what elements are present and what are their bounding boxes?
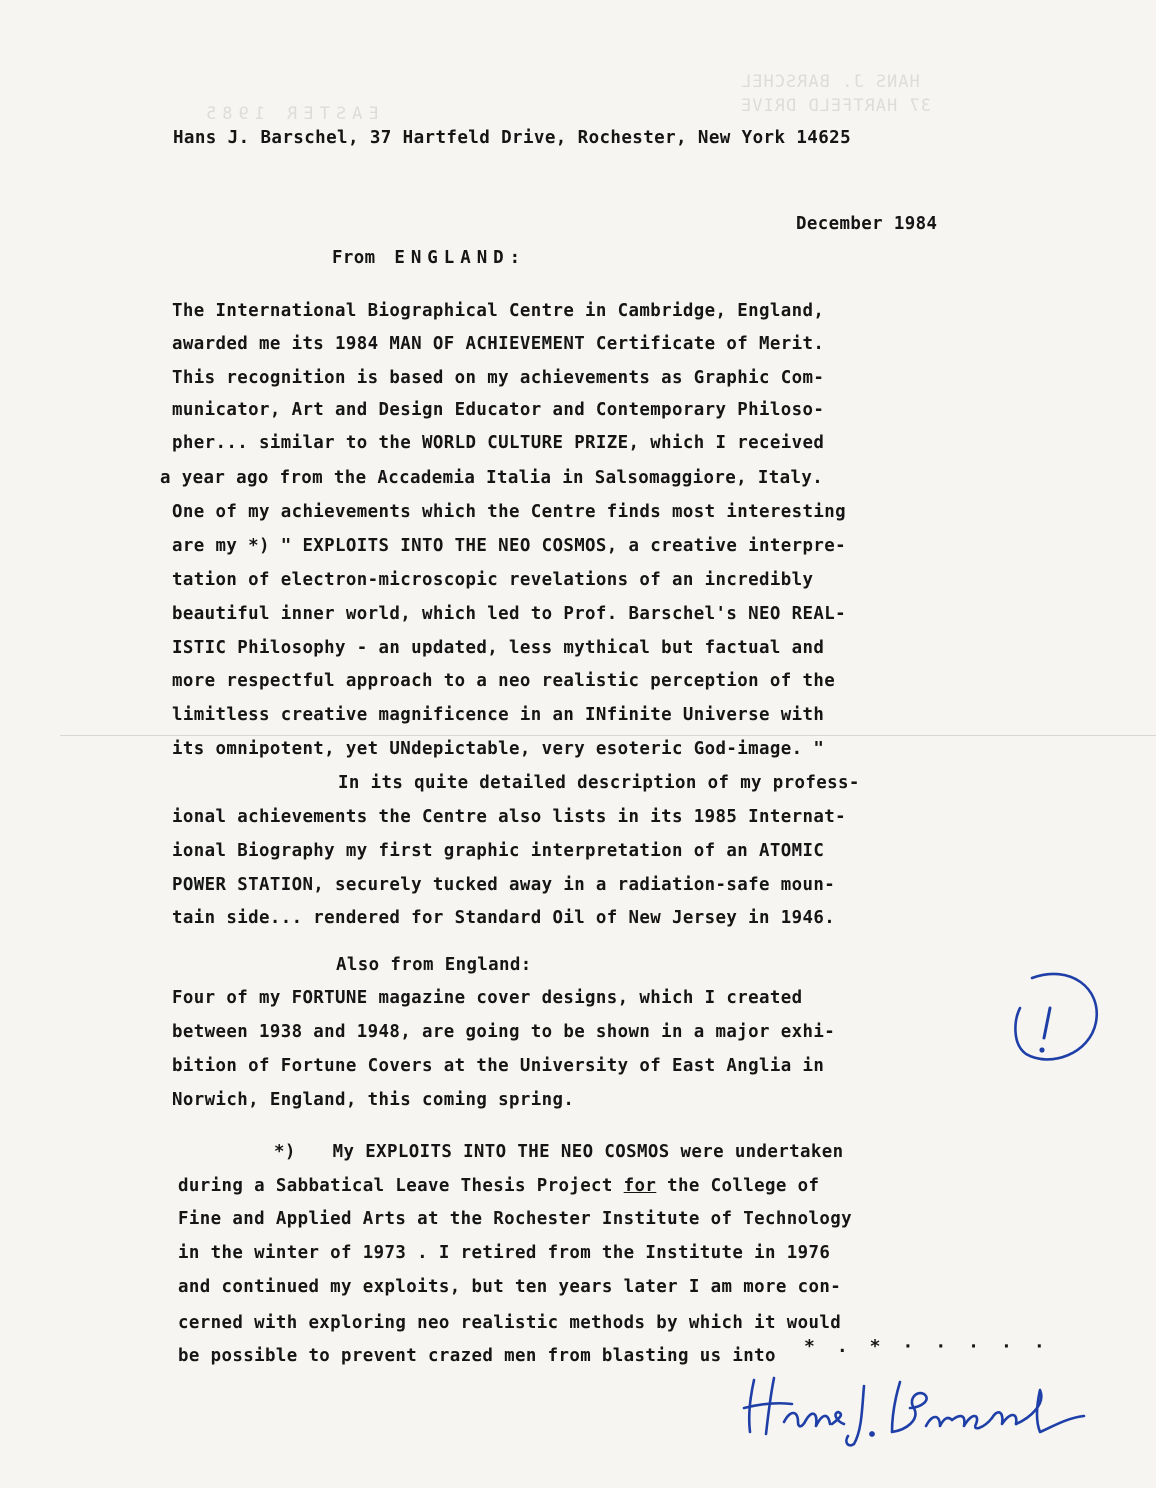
letter-date: December 1984 [796, 214, 938, 234]
underlined-word: for [623, 1176, 657, 1196]
paragraph-line: between 1938 and 1948, are going to be shown in a major exhi- [172, 1022, 836, 1042]
paragraph-line: This recognition is based on my achievements as Graphic Com- [172, 368, 825, 388]
footnote-text: the College of [656, 1176, 820, 1196]
paragraph-line: ional achievements the Centre also lists in its 1985 Internat- [172, 807, 846, 827]
footnote-marker: *) [274, 1142, 296, 1162]
paragraph-line: municator, Art and Design Educator and Contemporary Philoso- [172, 400, 825, 420]
margin-exclamation-mark [1010, 968, 1106, 1072]
paragraph-line: limitless creative magnificence in an INfinite Universe with [172, 705, 825, 725]
fold-line [60, 735, 1156, 736]
letterhead: Hans J. Barschel, 37 Hartfeld Drive, Rochester, New York 14625 [173, 128, 852, 148]
show-through: HANS J. BARSCHEL [740, 72, 920, 92]
paragraph-line: a year ago from the Accademia Italia in Salsomaggiore, Italy. [160, 468, 824, 488]
paragraph-line: tain side... rendered for Standard Oil of New Jersey in 1946. [172, 908, 836, 928]
paragraph-line: POWER STATION, securely tucked away in a radiation-safe moun- [172, 875, 836, 895]
paragraph-line: beautiful inner world, which led to Prof. Barschel's NEO REAL- [172, 604, 846, 624]
paragraph-line: In its quite detailed description of my profess- [338, 773, 860, 793]
paragraph-line: Norwich, England, this coming spring. [172, 1090, 575, 1110]
paragraph-line: ional Biography my first graphic interpretation of an ATOMIC [172, 841, 825, 861]
footnote-line: Fine and Applied Arts at the Rochester Institute of Technology [178, 1209, 852, 1229]
paragraph-line: One of my achievements which the Centre finds most interesting [172, 502, 846, 522]
footnote-text: during a Sabbatical Leave Thesis Project [178, 1176, 624, 1196]
paragraph-line: bition of Fortune Covers at the University of East Anglia in [172, 1056, 825, 1076]
show-through: 37 HARTFELD DRIVE [740, 96, 931, 116]
ellipsis-dots: *.*····· [804, 1336, 1067, 1357]
paragraph-line: ISTIC Philosophy - an updated, less mythical but factual and [172, 638, 825, 658]
show-through: EASTER 1985 [200, 104, 379, 124]
footnote-first-text: My EXPLOITS INTO THE NEO COSMOS were undertaken [332, 1142, 844, 1162]
from-heading [332, 248, 526, 268]
paragraph-line: pher... similar to the WORLD CULTURE PRIZE, which I received [172, 433, 825, 453]
paragraph-line: its omnipotent, yet UNdepictable, very esoteric God-image. " [172, 739, 825, 759]
paragraph-line: Four of my FORTUNE magazine cover designs, which I created [172, 988, 803, 1008]
footnote-line: cerned with exploring neo realistic methods by which it would [178, 1313, 842, 1333]
footnote-line [178, 1176, 819, 1196]
footnote-line: and continued my exploits, but ten years later I am more con- [178, 1277, 842, 1297]
footnote-line [274, 1142, 844, 1162]
paragraph-line: tation of electron-microscopic revelations of an incredibly [172, 570, 814, 590]
also-heading: Also from England: [336, 955, 532, 975]
footnote-line: be possible to prevent crazed men from blasting us into [178, 1346, 776, 1366]
from-label: From [332, 248, 376, 268]
from-place: ENGLAND: [394, 248, 527, 268]
footnote-line: in the winter of 1973 . I retired from the Institute in 1976 [178, 1243, 831, 1263]
paragraph-line: The International Biographical Centre in Cambridge, England, [172, 301, 825, 321]
paragraph-line: awarded me its 1984 MAN OF ACHIEVEMENT Certificate of Merit. [172, 334, 825, 354]
signature [740, 1368, 1090, 1448]
paragraph-line: are my *) " EXPLOITS INTO THE NEO COSMOS, a creative interpre- [172, 536, 846, 556]
paragraph-line: more respectful approach to a neo realistic perception of the [172, 671, 836, 691]
